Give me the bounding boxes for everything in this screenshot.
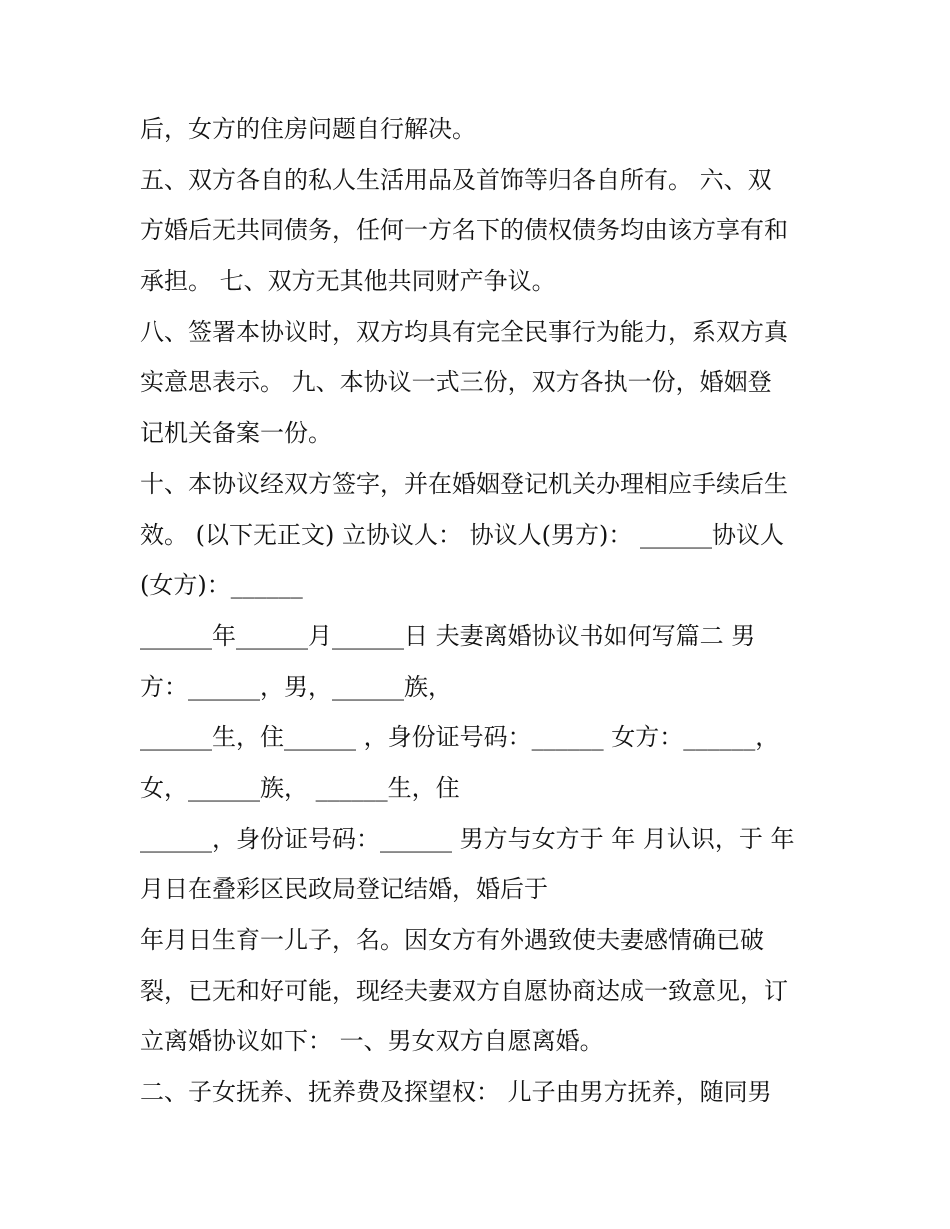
- text-line: ______年______月______日 夫妻离婚协议书如何写篇二 男: [140, 621, 756, 650]
- text-line: (女方)：______: [140, 571, 303, 600]
- text-line: 十、本协议经双方签字，并在婚姻登记机关办理相应手续后生: [140, 469, 788, 498]
- text-line: 月日在叠彩区民政局登记结婚，婚后于: [140, 875, 548, 904]
- text-line: 五、双方各自的私人生活用品及首饰等归各自所有。 六、双: [140, 165, 772, 194]
- document-body: [140, 104, 820, 1118]
- text-line: 实意思表示。 九、本协议一式三份，双方各执一份，婚姻登: [140, 368, 772, 397]
- text-line: 效。 (以下无正文) 立协议人： 协议人(男方)： ______协议人: [140, 520, 784, 549]
- text-line: 女，______族， ______生，住: [140, 773, 460, 802]
- text-line: 方婚后无共同债务，任何一方名下的债权债务均由该方享有和: [140, 216, 788, 245]
- text-line: 二、子女抚养、抚养费及探望权： 儿子由男方抚养，随同男: [140, 1078, 772, 1107]
- text-line: ______生，住______ ，身份证号码：______ 女方：______，: [140, 723, 780, 752]
- text-line: 后，女方的住房问题自行解决。: [140, 115, 476, 143]
- text-line: 裂，已无和好可能，现经夫妻双方自愿协商达成一致意见，订: [140, 976, 788, 1005]
- text-line: 承担。 七、双方无其他共同财产争议。: [140, 267, 556, 296]
- text-line: 记机关备案一份。: [140, 419, 332, 448]
- text-line: 八、签署本协议时，双方均具有完全民事行为能力，系双方真: [140, 317, 788, 346]
- text-line: 年月日生育一儿子，名。因女方有外遇致使夫妻感情确已破: [140, 926, 764, 954]
- text-line: 立离婚协议如下： 一、男女双方自愿离婚。: [140, 1027, 604, 1056]
- text-line: ______，身份证号码：______ 男方与女方于 年 月认识，于 年: [140, 824, 795, 853]
- text-line: 方：______，男，______族，: [140, 672, 452, 701]
